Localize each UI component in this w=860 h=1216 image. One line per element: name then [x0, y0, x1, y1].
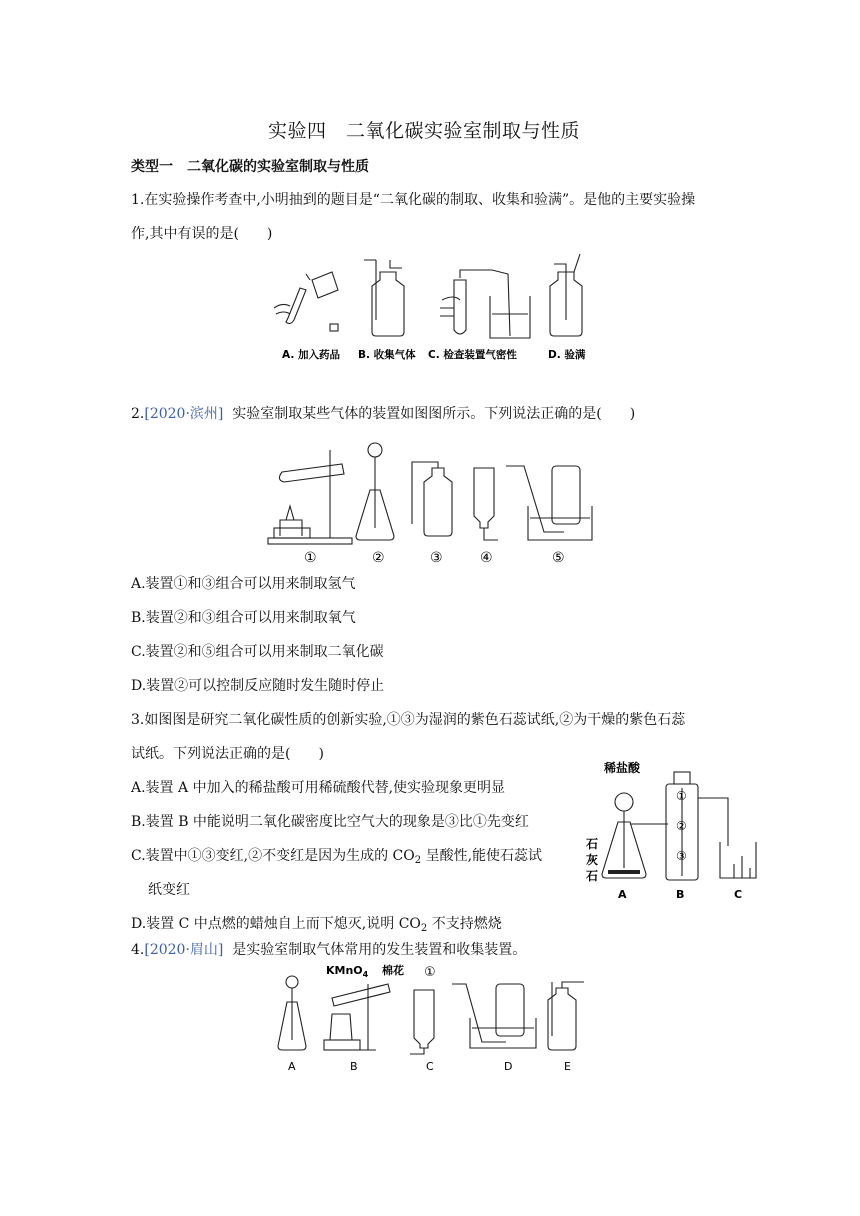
q2-2-funnel [368, 443, 382, 457]
q3-stem-line2: 试纸。下列说法正确的是( ) [131, 746, 324, 762]
q2-label-4: ④ [480, 550, 493, 566]
q3-option-d-sub: 2 [420, 923, 428, 934]
q2-number: 2. [131, 406, 145, 422]
q1-d-match [574, 254, 580, 272]
q2-1-test-tube [279, 464, 344, 482]
q2-stem-text: 实验室制取某些气体的装置如图图所示。下列说法正确的是( ) [223, 406, 636, 422]
q3-option-b: B.装置 B 中能说明二氧化碳密度比空气大的现象是③比①先变红 [131, 814, 529, 830]
q3-label-b: B [676, 888, 685, 901]
q1-figure [268, 250, 598, 368]
q3-option-a: A.装置 A 中加入的稀盐酸可用稀硫酸代替,使实验现象更明显 [131, 780, 506, 796]
q4-b-test-tube [332, 984, 390, 1006]
q4-b-burner [330, 1014, 352, 1040]
q1-label-d: D. 验满 [548, 349, 586, 361]
q2-5-tube [506, 466, 564, 532]
q2-option-d: D.装置②可以控制反应随时发生随时停止 [131, 678, 385, 694]
q4-figure [270, 962, 588, 1078]
q4-c-bottle [414, 990, 434, 1048]
q4-d-tube [452, 984, 506, 1042]
q4-label-d: D [504, 1060, 513, 1073]
q3-option-c-line1 [131, 846, 542, 871]
q2-source: [2020·滨州] [144, 406, 224, 422]
q3-option-d [131, 914, 502, 939]
q4-b-base [324, 1040, 360, 1050]
q4-stem [131, 940, 526, 960]
q1-a-reagent-bottle [306, 272, 338, 298]
q2-label-5: ⑤ [552, 550, 565, 566]
q2-3-tube [412, 462, 438, 524]
q4-a-funnel [286, 976, 298, 988]
q3-stone-label-1: 石 [586, 837, 599, 851]
q4-source: [2020·眉山] [144, 942, 224, 958]
q4-label-a: A [288, 1060, 296, 1073]
q1-stem-line2: 作,其中有误的是( ) [131, 226, 273, 242]
q2-label-1: ① [304, 550, 317, 566]
q2-label-2: ② [372, 550, 385, 566]
q3-b-tube [698, 798, 728, 846]
q4-label-c: C [426, 1060, 434, 1073]
q1-a-hand [274, 304, 290, 314]
q3-option-c-line2: 纸变红 [148, 882, 190, 898]
q1-label-c: C. 检查装置气密性 [428, 349, 517, 361]
q4-label-b: B [350, 1060, 358, 1073]
q3-c-beaker [720, 842, 756, 878]
q2-3-bottle [424, 468, 452, 536]
q3-option-c-text: C.装置中①③变红,②不变红是因为生成的 CO [131, 848, 415, 864]
q1-b-tube [364, 260, 402, 320]
q2-option-a: A.装置①和③组合可以用来制取氢气 [131, 576, 356, 592]
q3-stem-line1: 3.如图图是研究二氧化碳性质的创新实验,①③为湿润的紫色石蕊试纸,②为干燥的紫色石蕊 [131, 712, 686, 728]
q1-b-bottle [372, 272, 404, 336]
q3-c-candles [734, 856, 750, 878]
q4-number: 4. [131, 942, 145, 958]
section-heading: 类型一 二氧化碳的实验室制取与性质 [131, 159, 369, 175]
q1-c-hand [440, 297, 460, 316]
q1-c-test-tube [454, 280, 466, 334]
q2-label-3: ③ [430, 550, 443, 566]
q3-strip-2: ② [676, 819, 687, 833]
q1-stem-line1: 1.在实验操作考查中,小明抽到的题目是“二氧化碳的制取、收集和验满”。是他的主要实验操 [131, 192, 696, 208]
q1-label-b: B. 收集气体 [358, 349, 416, 361]
q3-option-d-text: D.装置 C 中点燃的蜡烛自上而下熄灭,说明 CO [131, 916, 421, 932]
q4-b-stand [360, 984, 376, 1050]
q1-label-a: A. 加入药品 [282, 349, 340, 361]
q4-label-e: E [564, 1060, 571, 1073]
q2-stem [131, 404, 635, 424]
q3-acid-label: 稀盐酸 [604, 761, 641, 775]
page-title: 实验四 二氧化碳实验室制取与性质 [268, 120, 581, 142]
q2-option-b: B.装置②和③组合可以用来制取氧气 [131, 610, 356, 626]
q3-a-funnel [615, 793, 633, 811]
q3-b-cap [674, 772, 690, 784]
q3-strip-1: ① [676, 789, 687, 803]
q3-stone-label-2: 灰 [586, 853, 599, 867]
q2-4-bottle [474, 468, 494, 528]
q2-1-base [268, 538, 352, 544]
q3-figure [582, 758, 774, 904]
q2-figure [262, 436, 602, 566]
q1-c-connector [460, 270, 510, 336]
q2-1-burner [280, 506, 302, 536]
q3-stone-label-3: 石 [586, 869, 599, 883]
q4-cotton-label: 棉花 [382, 964, 404, 977]
q4-stem-text: 是实验室制取气体常用的发生装置和收集装置。 [223, 942, 527, 958]
q3-label-a: A [618, 888, 627, 901]
q2-5-bottle [552, 466, 580, 524]
q1-a-stopper [330, 324, 338, 331]
q2-4-tube [484, 528, 498, 540]
q4-c-tube [410, 1048, 424, 1054]
q3-option-c-text-end: 呈酸性,能使石蕊试 [421, 848, 543, 864]
q3-option-c-sub: 2 [414, 855, 422, 866]
q4-tube-mark: ① [424, 965, 436, 980]
q4-kmno4-label: KMnO$_4$ [326, 964, 369, 979]
q2-1-block [274, 528, 310, 538]
q2-option-c: C.装置②和⑤组合可以用来制取二氧化碳 [131, 644, 384, 660]
q3-option-d-text-end: 不支持燃烧 [427, 916, 502, 932]
q3-label-c: C [734, 888, 743, 901]
q3-strip-3: ③ [676, 849, 687, 863]
